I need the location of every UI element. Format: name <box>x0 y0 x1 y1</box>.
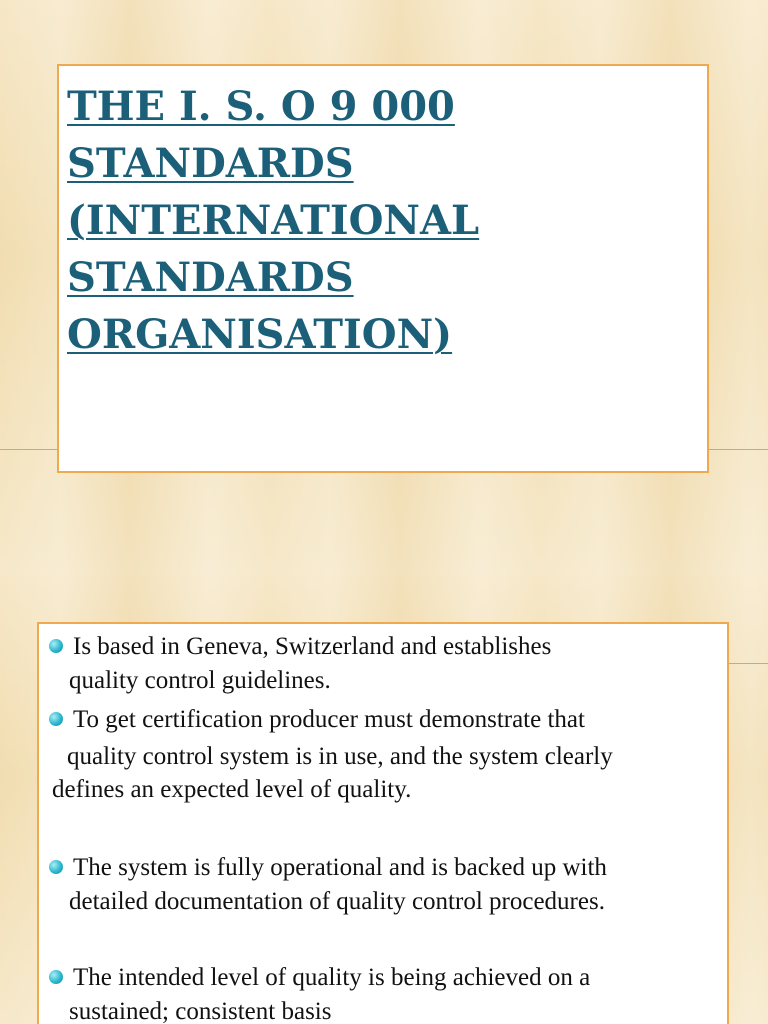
bullet-item <box>39 851 719 919</box>
decorative-line-right <box>709 449 768 450</box>
bullet-text-line: detailed documentation of quality control procedures. <box>69 888 605 915</box>
bullet-text-line: Is based in Geneva, Switzerland and establishes <box>73 633 552 660</box>
bullet-text-line: The system is fully operational and is backed up with <box>73 854 607 881</box>
title-line: STANDARDS <box>67 140 354 187</box>
bullet-text-line: The intended level of quality is being achieved on a <box>73 964 591 991</box>
bullet-item <box>39 703 719 813</box>
title-line: ORGANISATION) <box>67 311 453 358</box>
slide-content <box>0 576 768 1024</box>
bullet-item <box>39 630 719 698</box>
bullet-dot-icon <box>49 860 63 874</box>
slide-title-heading <box>67 78 697 363</box>
decorative-line-right <box>729 663 768 664</box>
bullet-item <box>39 961 719 1024</box>
title-line: STANDARDS <box>67 254 354 301</box>
bullet-dot-icon <box>49 970 63 984</box>
bullet-dot-icon <box>49 639 63 653</box>
content-box <box>37 622 729 1024</box>
bullet-text-line: To get certification producer must demonstrate that <box>73 706 585 733</box>
title-line: (INTERNATIONAL <box>67 197 480 244</box>
title-line: THE I. S. O 9 000 <box>67 83 455 130</box>
bullet-text-line: quality control guidelines. <box>69 667 331 694</box>
bullet-dot-icon <box>49 712 63 726</box>
bullet-text-line: sustained; consistent basis <box>69 998 332 1024</box>
bullet-text-line: defines an expected level of quality. <box>52 776 412 803</box>
decorative-line-left <box>0 449 57 450</box>
title-box <box>57 64 709 473</box>
bullet-text-line: quality control system is in use, and the system clearly <box>67 743 613 770</box>
